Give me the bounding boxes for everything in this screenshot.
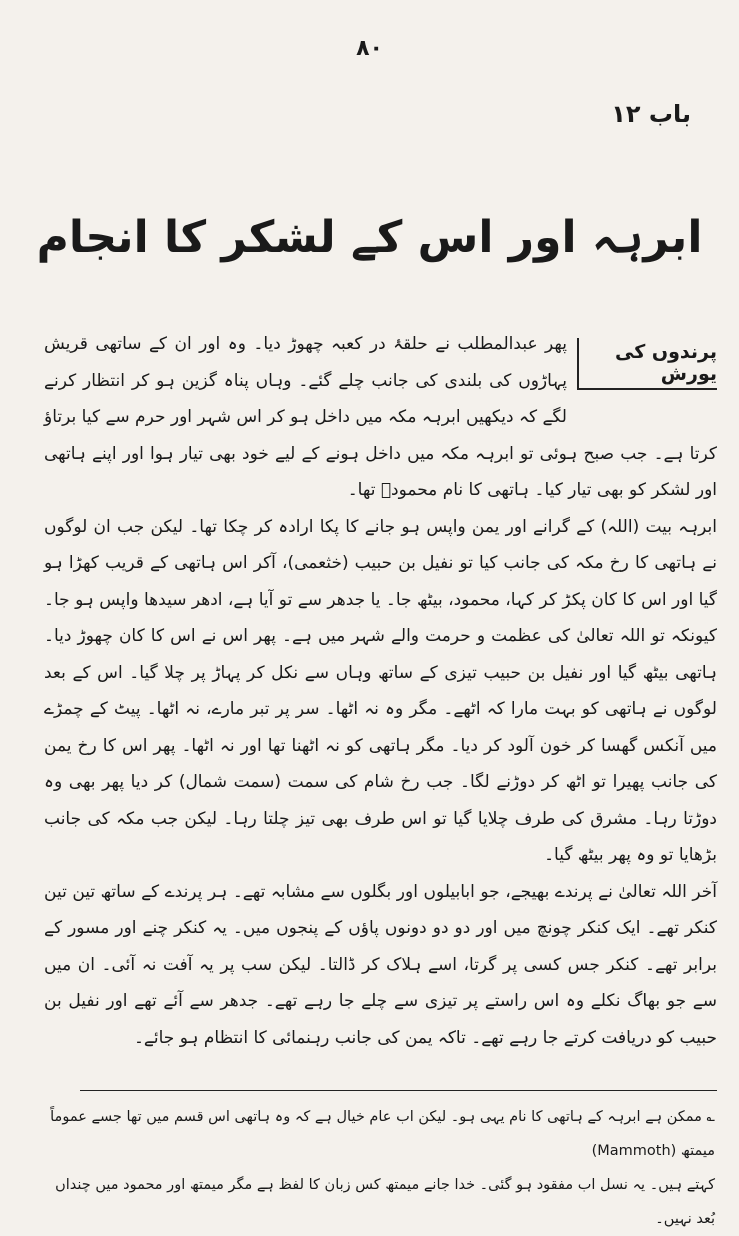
chapter-label: باب ۱۲ — [611, 100, 691, 128]
paragraph: آخر اللہ تعالیٰ نے پرندے بھیجے، جو ابابیلوں اور بگلوں سے مشابہ تھے۔ ہر پرندے کے ساتھ تین تین کنکر تھے۔ ایک کنکر چونچ میں اور دو دو دونوں پاؤں کے پنجوں میں۔ یہ کنکر چنے اور مسور کے برابر تھے۔ کنکر جس کسی پر گرتا، اسے ہلاک کر ڈالتا۔ لیکن سب پر یہ آفت نہ آئی۔ ان میں سے جو بھاگ نکلے وہ اس راستے پر تیزی سے چلے جا رہے تھے۔ جدھر سے آئے تھے اور نفیل بن حبیب کو دریافت کرتے جا رہے تھے۔ تاکہ یمن کی جانب رہنمائی کا انتظام ہو جائے۔ — [44, 881, 717, 1048]
footnote-divider — [80, 1090, 717, 1091]
side-heading-spacer — [567, 326, 717, 402]
side-heading: پرندوں کی یورش — [577, 338, 717, 390]
paragraph: ابرہہ بیت (اللہ) کے گرانے اور یمن واپس ہو جانے کا پکا ارادہ کر چکا تھا۔ لیکن جب ان لوگوں نے ہاتھی کا رخ مکہ کی جانب کیا تو نفیل بن حبیب (خثعمی)، آکر اس ہاتھی کے قریب کھڑا ہو گیا اور اس کا کان پکڑ کر کہا، محمود، بیٹھ جا۔ یا جدھر سے تو آیا ہے، ادھر سیدھا واپس ہو جا۔ کیونکہ تو اللہ تعالیٰ کی عظمت و حرمت والے شہر میں ہے۔ پھر اس نے اس کا کان چھوڑ دیا۔ ہاتھی بیٹھ گیا اور نفیل بن حبیب تیزی کے ساتھ وہاں سے نکل کر پہاڑ پر چلا گیا۔ اس کے بعد لوگوں نے ہاتھی کو بہت مارا کہ اٹھے۔ مگر وہ نہ اٹھا۔ سر پر تبر مارے، نہ اٹھا۔ پیٹ کے چمڑے میں آنکس گھسا کر خون آلود کر دیا۔ مگر ہاتھی کو نہ اٹھنا تھا اور نہ اٹھا۔ پھر اس کا رخ یمن کی جانب پھیرا تو اٹھ کر دوڑنے لگا۔ جب رخ شام کی سمت (سمت شمال) کر دیا پھر بھی وہ دوڑتا رہا۔ مشرق کی طرف چلایا گیا تو اس طرف بھی تیز چلتا رہا۔ لیکن جب مکہ کی جانب بڑھایا تو وہ پھر بیٹھ گیا۔ — [44, 516, 717, 865]
footnote-line: کہتے ہیں۔ یہ نسل اب مفقود ہو گئی۔ خدا جانے میمتھ کس زبان کا لفظ ہے مگر میمتھ اور محمود میں چنداں بُعد نہیں۔ — [55, 1177, 715, 1227]
footnotes — [40, 1100, 715, 1236]
page-number: ٨٠ — [356, 36, 383, 61]
body-text — [44, 326, 717, 1056]
chapter-title: ابرہہ اور اس کے لشکر کا انجام — [36, 212, 703, 263]
paragraph: پھر عبدالمطلب نے حلقۂ در کعبہ چھوڑ دیا۔ وہ اور ان کے ساتھی قریش پہاڑوں کی بلندی کی جانب چلے گئے۔ وہاں پناہ گزین ہو کر انتظار کرنے لگے کہ دیکھیں ابرہہ مکہ میں داخل ہو کر اس شہر اور حرم سے کیا برتاؤ کرتا ہے۔ جب صبح ہوئی تو ابرہہ مکہ میں داخل ہونے کے لیے خود بھی تیار ہوا اور اپنے ہاتھی اور لشکر کو بھی تیار کیا۔ ہاتھی کا نام محمودؔ تھا۔ — [44, 334, 717, 500]
footnote-line: ؎ ممکن ہے ابرہہ کے ہاتھی کا نام یہی ہو۔ لیکن اب عام خیال ہے کہ وہ ہاتھی اس قسم میں تھا جسے عموماً میمتھ (Mammoth) — [50, 1109, 715, 1159]
